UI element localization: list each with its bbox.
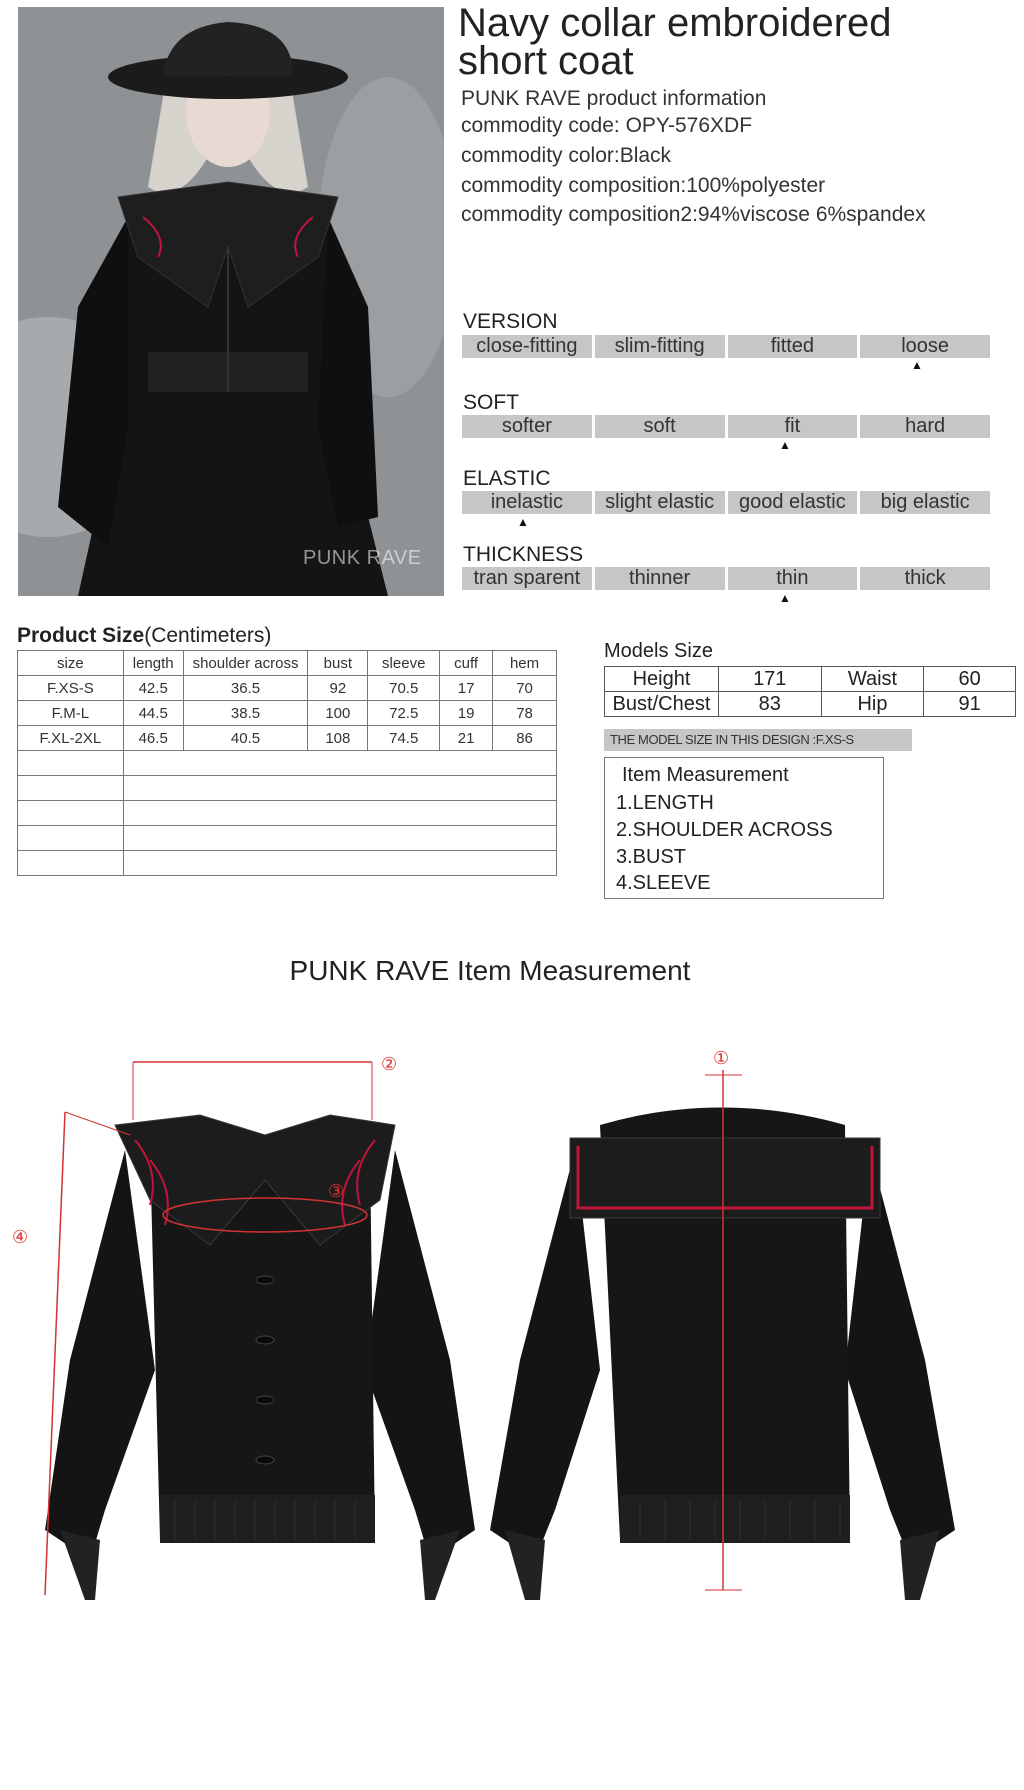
scale-option: fitted <box>728 335 858 358</box>
scale-elastic <box>462 491 990 514</box>
scale-option: thinner <box>595 567 725 590</box>
commodity-color: commodity color:Black <box>461 144 672 167</box>
product-title <box>458 1 998 83</box>
table-cell: 40.5 <box>183 726 308 751</box>
measurement-item: 3.BUST <box>616 846 687 868</box>
table-cell: 36.5 <box>183 676 308 701</box>
front-view <box>12 1054 475 1600</box>
selected-marker-icon: ▲ <box>911 358 923 372</box>
scale-option: big elastic <box>860 491 990 514</box>
scale-option: inelastic <box>462 491 592 514</box>
back-view <box>490 1048 955 1600</box>
scale-option: fit <box>728 415 858 438</box>
brand-info: PUNK RAVE product information <box>461 87 767 110</box>
measurement-item: 4.SLEEVE <box>616 872 711 894</box>
table-cell: Bust/Chest <box>605 692 719 717</box>
commodity-code: commodity code: OPY-576XDF <box>461 114 753 137</box>
model-illustration <box>18 7 444 596</box>
table-cell: 60 <box>924 667 1016 692</box>
marker-4-label: ④ <box>12 1227 29 1247</box>
table-row-empty <box>18 801 557 826</box>
table-cell: 46.5 <box>123 726 183 751</box>
scale-thickness <box>462 567 990 590</box>
product-size-title <box>17 624 271 648</box>
table-header: length <box>123 651 183 676</box>
table-row-empty <box>18 751 557 776</box>
table-header-row <box>18 651 557 676</box>
product-size-unit: (Centimeters) <box>144 624 272 647</box>
table-row <box>18 726 557 751</box>
table-header: shoulder across <box>183 651 308 676</box>
scale-soft <box>462 415 990 438</box>
scale-option: tran sparent <box>462 567 592 590</box>
scale-option: close-fitting <box>462 335 592 358</box>
product-size-table <box>17 650 557 876</box>
product-size-label: Product Size <box>17 624 145 647</box>
table-cell: 171 <box>718 667 821 692</box>
table-cell: 72.5 <box>368 701 440 726</box>
table-cell: 108 <box>308 726 368 751</box>
measurement-section-title: PUNK RAVE Item Measurement <box>289 955 691 986</box>
table-cell: 21 <box>440 726 493 751</box>
item-measurement-box <box>604 757 884 899</box>
table-row <box>605 667 1016 692</box>
models-size-table <box>604 666 1016 717</box>
table-cell: 17 <box>440 676 493 701</box>
item-measurement-heading: Item Measurement <box>622 764 789 786</box>
model-size-note: THE MODEL SIZE IN THIS DESIGN :F.XS-S <box>604 729 912 751</box>
scale-option: softer <box>462 415 592 438</box>
commodity-composition: commodity composition:100%polyester <box>461 174 826 197</box>
models-size-title: Models Size <box>604 640 713 662</box>
marker-3-label: ③ <box>328 1181 345 1201</box>
scale-option: thick <box>860 567 990 590</box>
measurement-item: 1.LENGTH <box>616 792 714 814</box>
marker-1-label: ① <box>713 1048 730 1068</box>
table-row-empty <box>18 776 557 801</box>
table-cell: 44.5 <box>123 701 183 726</box>
table-cell: F.XS-S <box>18 676 124 701</box>
table-cell: 86 <box>493 726 557 751</box>
table-row-empty <box>18 826 557 851</box>
table-cell: 83 <box>718 692 821 717</box>
table-cell: F.XL-2XL <box>18 726 124 751</box>
right-sleeve <box>365 1150 475 1560</box>
garment-diagram <box>0 1040 1024 1740</box>
scale-option: soft <box>595 415 725 438</box>
table-cell: Waist <box>821 667 924 692</box>
scale-option: hard <box>860 415 990 438</box>
waistband <box>160 1495 375 1543</box>
scale-title-soft: SOFT <box>463 391 519 414</box>
product-title-line2: short coat <box>458 39 634 83</box>
table-cell: 92 <box>308 676 368 701</box>
table-cell: 91 <box>924 692 1016 717</box>
table-cell: 38.5 <box>183 701 308 726</box>
product-photo <box>18 7 444 596</box>
table-row <box>605 692 1016 717</box>
table-header: size <box>18 651 124 676</box>
table-row <box>18 676 557 701</box>
table-cell: F.M-L <box>18 701 124 726</box>
scale-option: loose <box>860 335 990 358</box>
scale-option: slim-fitting <box>595 335 725 358</box>
table-cell: 100 <box>308 701 368 726</box>
marker-2-label: ② <box>381 1054 398 1074</box>
table-header: cuff <box>440 651 493 676</box>
table-row-empty <box>18 851 557 876</box>
scale-option: good elastic <box>728 491 858 514</box>
table-cell: 42.5 <box>123 676 183 701</box>
sailor-collar-back <box>570 1138 880 1218</box>
table-cell: 78 <box>493 701 557 726</box>
scale-option: thin <box>728 567 858 590</box>
watermark: PUNK RAVE <box>303 547 422 569</box>
scale-title-elastic: ELASTIC <box>463 467 551 490</box>
measurement-item: 2.SHOULDER ACROSS <box>616 819 833 841</box>
commodity-composition2: commodity composition2:94%viscose 6%spandex <box>461 203 926 226</box>
selected-marker-icon: ▲ <box>517 515 529 529</box>
table-header: hem <box>493 651 557 676</box>
table-header: sleeve <box>368 651 440 676</box>
table-cell: 74.5 <box>368 726 440 751</box>
selected-marker-icon: ▲ <box>779 591 791 605</box>
scale-title-thickness: THICKNESS <box>463 543 584 566</box>
table-cell: Height <box>605 667 719 692</box>
table-cell: 70.5 <box>368 676 440 701</box>
table-row <box>18 701 557 726</box>
table-cell: 70 <box>493 676 557 701</box>
selected-marker-icon: ▲ <box>779 438 791 452</box>
table-header: bust <box>308 651 368 676</box>
product-title-line1: Navy collar embroidered <box>458 1 892 45</box>
scale-title-version: VERSION <box>463 310 558 333</box>
table-cell: 19 <box>440 701 493 726</box>
table-cell: Hip <box>821 692 924 717</box>
scale-version <box>462 335 990 358</box>
scale-option: slight elastic <box>595 491 725 514</box>
